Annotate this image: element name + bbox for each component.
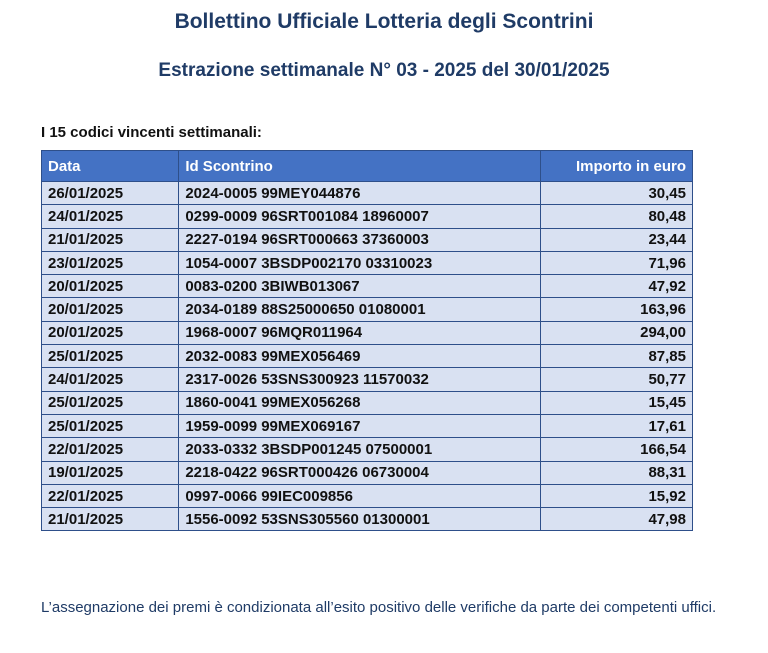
table-row: [42, 345, 693, 368]
table-caption: I 15 codici vincenti settimanali:: [41, 124, 262, 141]
cell-receipt-id: 2033-0332 3BSDP001245 07500001: [179, 438, 541, 461]
cell-amount: 166,54: [540, 438, 692, 461]
table-row: [42, 438, 693, 461]
cell-date: 26/01/2025: [42, 182, 179, 205]
table-row: [42, 414, 693, 437]
cell-date: 24/01/2025: [42, 205, 179, 228]
cell-amount: 87,85: [540, 345, 692, 368]
table-row: [42, 391, 693, 414]
table-row: [42, 251, 693, 274]
cell-amount: 17,61: [540, 414, 692, 437]
column-header-date: Data: [42, 151, 179, 182]
page-title: Bollettino Ufficiale Lotteria degli Scontrini: [174, 10, 594, 33]
cell-receipt-id: 0997-0066 99IEC009856: [179, 484, 541, 507]
cell-amount: 80,48: [540, 205, 692, 228]
table-row: [42, 508, 693, 531]
cell-receipt-id: 0083-0200 3BIWB013067: [179, 275, 541, 298]
cell-receipt-id: 2034-0189 88S25000650 01080001: [179, 298, 541, 321]
cell-amount: 294,00: [540, 321, 692, 344]
table-row: [42, 228, 693, 251]
table-row: [42, 298, 693, 321]
table-row: [42, 461, 693, 484]
table-row: [42, 182, 693, 205]
cell-date: 20/01/2025: [42, 275, 179, 298]
cell-amount: 88,31: [540, 461, 692, 484]
cell-receipt-id: 2024-0005 99MEY044876: [179, 182, 541, 205]
table-header-row: [42, 151, 693, 182]
table-row: [42, 275, 693, 298]
cell-receipt-id: 1968-0007 96MQR011964: [179, 321, 541, 344]
cell-amount: 163,96: [540, 298, 692, 321]
cell-date: 22/01/2025: [42, 438, 179, 461]
cell-amount: 15,45: [540, 391, 692, 414]
column-header-receipt-id: Id Scontrino: [179, 151, 541, 182]
cell-date: 21/01/2025: [42, 508, 179, 531]
cell-receipt-id: 1556-0092 53SNS305560 01300001: [179, 508, 541, 531]
cell-date: 22/01/2025: [42, 484, 179, 507]
table-row: [42, 484, 693, 507]
cell-date: 21/01/2025: [42, 228, 179, 251]
cell-receipt-id: 2218-0422 96SRT000426 06730004: [179, 461, 541, 484]
cell-date: 25/01/2025: [42, 414, 179, 437]
cell-receipt-id: 2317-0026 53SNS300923 11570032: [179, 368, 541, 391]
cell-receipt-id: 2032-0083 99MEX056469: [179, 345, 541, 368]
cell-amount: 47,92: [540, 275, 692, 298]
column-header-amount: Importo in euro: [540, 151, 692, 182]
cell-receipt-id: 0299-0009 96SRT001084 18960007: [179, 205, 541, 228]
cell-date: 23/01/2025: [42, 251, 179, 274]
cell-receipt-id: 1959-0099 99MEX069167: [179, 414, 541, 437]
cell-receipt-id: 1860-0041 99MEX056268: [179, 391, 541, 414]
cell-date: 25/01/2025: [42, 345, 179, 368]
cell-receipt-id: 2227-0194 96SRT000663 37360003: [179, 228, 541, 251]
cell-amount: 71,96: [540, 251, 692, 274]
cell-amount: 23,44: [540, 228, 692, 251]
cell-date: 20/01/2025: [42, 321, 179, 344]
cell-date: 20/01/2025: [42, 298, 179, 321]
cell-receipt-id: 1054-0007 3BSDP002170 03310023: [179, 251, 541, 274]
cell-amount: 15,92: [540, 484, 692, 507]
table-row: [42, 321, 693, 344]
cell-amount: 47,98: [540, 508, 692, 531]
winning-codes-table: [41, 150, 693, 531]
cell-date: 24/01/2025: [42, 368, 179, 391]
cell-amount: 30,45: [540, 182, 692, 205]
cell-amount: 50,77: [540, 368, 692, 391]
page-subtitle: Estrazione settimanale N° 03 - 2025 del 30/01/2025: [158, 60, 610, 81]
cell-date: 25/01/2025: [42, 391, 179, 414]
cell-date: 19/01/2025: [42, 461, 179, 484]
table-row: [42, 205, 693, 228]
disclaimer-note: L’assegnazione dei premi è condizionata all’esito positivo delle verifiche da parte dei competenti uffici.: [41, 599, 717, 616]
table-row: [42, 368, 693, 391]
